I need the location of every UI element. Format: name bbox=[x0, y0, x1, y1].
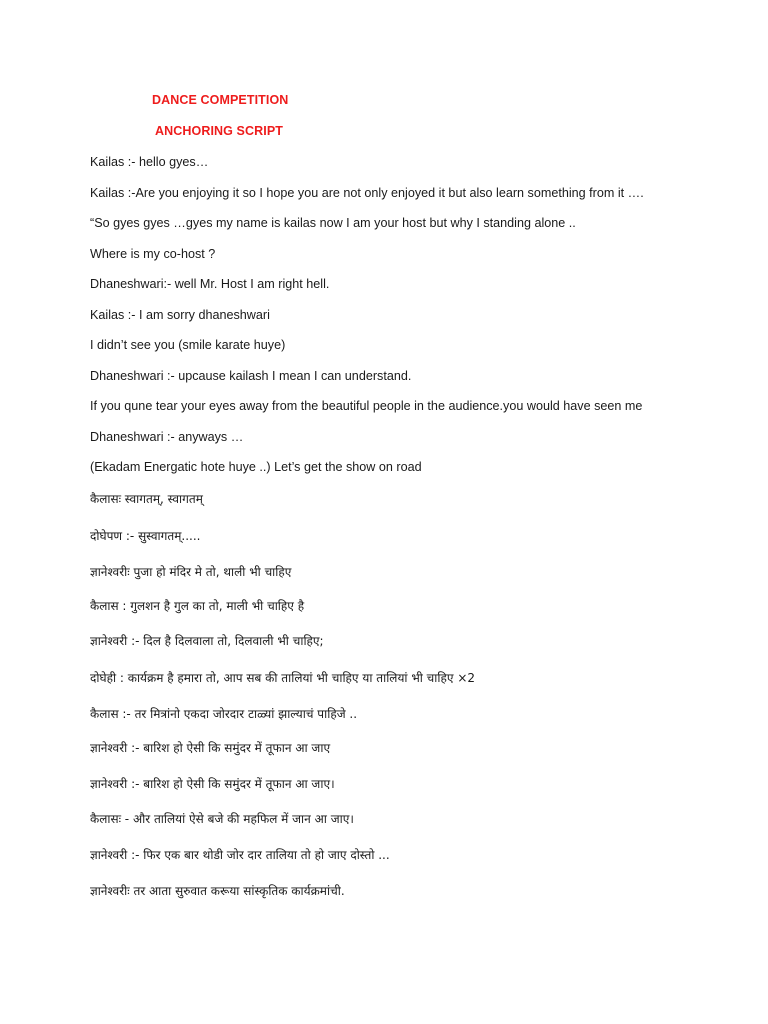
script-line: ज्ञानेश्वरी :- बारिश हो ऐसी कि समुंदर में तूफान आ जाए। bbox=[90, 777, 335, 791]
script-line: कैलास : गुलशन है गुल का तो, माली भी चाहिए है bbox=[90, 599, 305, 613]
script-line: ज्ञानेश्वरी :- फिर एक बार थोडी जोर दार तालिया तो हो जाए दोस्तो ... bbox=[90, 848, 390, 862]
script-line: कैलास :- तर मित्रांनो एकदा जोरदार टाळ्यां झाल्याचं पाहिजे .. bbox=[90, 707, 358, 721]
script-line: ज्ञानेश्वरी :- बारिश हो ऐसी कि समुंदर में तूफान आ जाए bbox=[90, 741, 331, 755]
script-line: I didn’t see you (smile karate huye) bbox=[90, 338, 286, 352]
script-line: (Ekadam Energatic hote huye ..) Let’s get the show on road bbox=[90, 460, 422, 474]
script-line: Dhaneshwari :- upcause kailash I mean I can understand. bbox=[90, 369, 412, 383]
script-line: कैलासः - और तालियां ऐसे बजे की महफिल में जान आ जाए। bbox=[90, 812, 354, 826]
script-line: Kailas :- hello gyes… bbox=[90, 155, 209, 169]
script-line: Dhaneshwari:- well Mr. Host I am right hell. bbox=[90, 277, 330, 291]
document-subtitle: ANCHORING SCRIPT bbox=[155, 124, 283, 138]
script-line: If you qune tear your eyes away from the beautiful people in the audience.you would have seen me bbox=[90, 399, 643, 413]
script-line: ज्ञानेश्वरी :- दिल है दिलवाला तो, दिलवाली भी चाहिए; bbox=[90, 634, 324, 648]
script-line: दोघेही : कार्यक्रम है हमारा तो, आप सब की तालियां भी चाहिए या तालियां भी चाहिए ×2 bbox=[90, 671, 476, 685]
script-line: ज्ञानेश्वरीः पुजा हो मंदिर मे तो, थाली भी चाहिए bbox=[90, 565, 292, 579]
script-line: ज्ञानेश्वरीः तर आता सुरुवात करूया सांस्कृतिक कार्यक्रमांची. bbox=[90, 884, 345, 898]
script-line: दोघेपण :- सुस्वागतम्..... bbox=[90, 529, 201, 543]
script-line: कैलासः स्वागतम्, स्वागतम् bbox=[90, 492, 203, 506]
script-line: “So gyes gyes …gyes my name is kailas now I am your host but why I standing alone .. bbox=[90, 216, 576, 230]
document-title: DANCE COMPETITION bbox=[152, 93, 289, 107]
script-line: Kailas :-Are you enjoying it so I hope you are not only enjoyed it but also learn something from it …. bbox=[90, 186, 644, 200]
script-line: Kailas :- I am sorry dhaneshwari bbox=[90, 308, 270, 322]
script-line: Where is my co-host ? bbox=[90, 247, 216, 261]
script-line: Dhaneshwari :- anyways … bbox=[90, 430, 244, 444]
